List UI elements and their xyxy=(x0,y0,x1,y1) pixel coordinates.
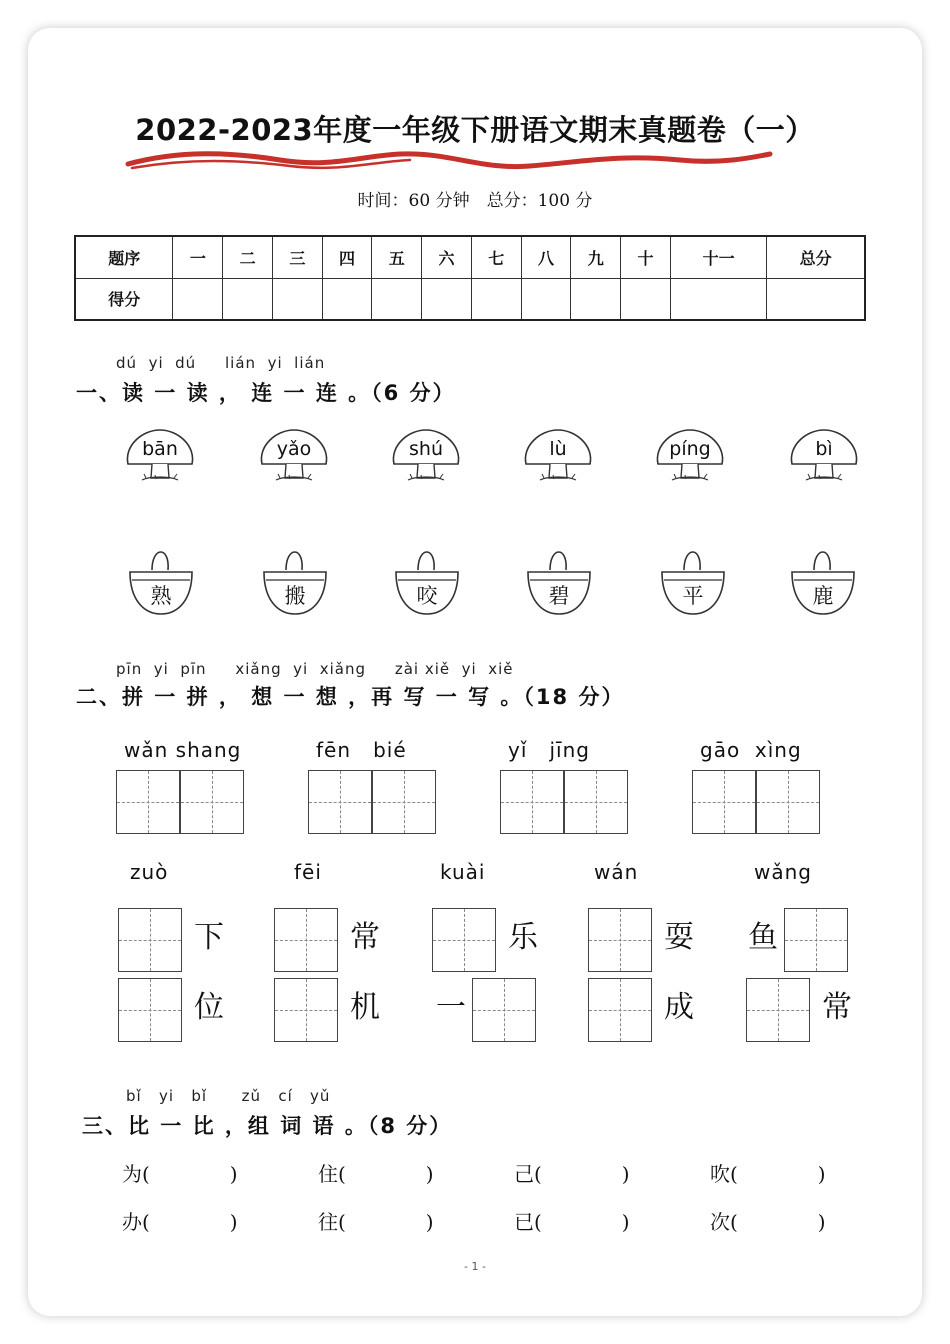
fill-pinyin: kuài xyxy=(440,860,486,884)
basket-character[interactable]: 搬 xyxy=(284,584,306,608)
score-cell[interactable] xyxy=(521,278,571,320)
word-blank[interactable]: 为( ) xyxy=(122,1162,238,1186)
mushroom-pinyin[interactable]: yǎo xyxy=(276,438,312,460)
given-character: 成 xyxy=(664,990,694,1025)
word-blank[interactable]: 次( ) xyxy=(710,1210,826,1234)
given-character: 耍 xyxy=(664,920,694,955)
section2-pinyin: pīn yi pīn xiǎng yi xiǎng zài xiě yi xiě xyxy=(116,660,514,678)
word-pinyin: wǎn shang xyxy=(124,738,242,762)
section1-pinyin: dú yi dú lián yi lián xyxy=(116,354,326,372)
writing-grid-cell[interactable] xyxy=(308,770,372,834)
given-character: 常 xyxy=(822,990,852,1025)
basket-character[interactable]: 咬 xyxy=(416,584,438,608)
writing-grid-cell[interactable] xyxy=(116,770,180,834)
word-blank[interactable]: 住( ) xyxy=(318,1162,434,1186)
word-pinyin: fēn bié xyxy=(316,738,407,762)
writing-grid-cell[interactable] xyxy=(500,770,564,834)
given-character: 机 xyxy=(350,990,380,1025)
given-character: 鱼 xyxy=(748,920,778,955)
mushroom-pinyin[interactable]: shú xyxy=(409,438,443,460)
score-cell[interactable] xyxy=(223,278,273,320)
section1-heading: 一、读 一 读 ， 连 一 连 。（6 分） xyxy=(76,381,456,405)
mushroom-pinyin[interactable]: lù xyxy=(549,438,567,460)
fill-grid-cell[interactable] xyxy=(118,978,182,1042)
score-cell[interactable] xyxy=(272,278,322,320)
score-cell[interactable] xyxy=(670,278,767,320)
fill-grid-cell[interactable] xyxy=(432,908,496,972)
score-cell[interactable] xyxy=(571,278,621,320)
given-character: 常 xyxy=(350,920,380,955)
score-header-cell: 一 xyxy=(173,236,223,278)
word-pinyin: yǐ jīng xyxy=(508,738,590,762)
score-header-cell: 九 xyxy=(571,236,621,278)
basket-character[interactable]: 熟 xyxy=(150,584,172,608)
score-row-label: 得分 xyxy=(75,278,173,320)
given-character: 位 xyxy=(194,990,224,1025)
writing-grid-cell[interactable] xyxy=(692,770,756,834)
writing-grid-cell[interactable] xyxy=(756,770,820,834)
given-character: 一 xyxy=(436,990,466,1025)
score-cell[interactable] xyxy=(621,278,671,320)
writing-grid-cell[interactable] xyxy=(180,770,244,834)
writing-grid-cell[interactable] xyxy=(564,770,628,834)
section3-pinyin: bǐ yi bǐ zǔ cí yǔ xyxy=(126,1087,331,1105)
fill-grid-cell[interactable] xyxy=(588,908,652,972)
word-blank[interactable]: 吹( ) xyxy=(710,1162,826,1186)
basket-character[interactable]: 鹿 xyxy=(812,584,834,608)
mushroom-pinyin[interactable]: bì xyxy=(815,438,833,460)
score-header-cell: 八 xyxy=(521,236,571,278)
mushroom-pinyin[interactable]: píng xyxy=(669,438,711,460)
given-character: 乐 xyxy=(508,920,538,955)
score-cell[interactable] xyxy=(422,278,472,320)
section2-heading: 二、拼 一 拼 ， 想 一 想 ，再 写 一 写 。（18 分） xyxy=(76,685,625,709)
score-header-cell: 四 xyxy=(322,236,372,278)
page-title: 2022-2023年度一年级下册语文期末真题卷（一） xyxy=(135,113,815,147)
fill-pinyin: fēi xyxy=(294,860,322,884)
fill-grid-cell[interactable] xyxy=(118,908,182,972)
writing-grid-cell[interactable] xyxy=(372,770,436,834)
red-wave-underline xyxy=(120,146,780,180)
mushroom-pinyin[interactable]: bān xyxy=(142,438,178,460)
fill-pinyin: zuò xyxy=(130,860,169,884)
word-blank[interactable]: 办( ) xyxy=(122,1210,238,1234)
score-header-cell: 总分 xyxy=(767,236,865,278)
fill-grid-cell[interactable] xyxy=(274,908,338,972)
fill-pinyin: wán xyxy=(594,860,639,884)
score-cell[interactable] xyxy=(322,278,372,320)
basket-character[interactable]: 平 xyxy=(682,584,704,608)
exam-time-score: 时间：60 分钟 总分：100 分 xyxy=(357,191,593,211)
section3-heading: 三、比 一 比 ，组 词 语 。（8 分） xyxy=(82,1114,453,1138)
basket-character[interactable]: 碧 xyxy=(548,584,570,608)
score-cell[interactable] xyxy=(471,278,521,320)
fill-grid-cell[interactable] xyxy=(746,978,810,1042)
word-blank[interactable]: 己( ) xyxy=(514,1162,630,1186)
fill-grid-cell[interactable] xyxy=(588,978,652,1042)
fill-grid-cell[interactable] xyxy=(784,908,848,972)
score-header-cell: 六 xyxy=(422,236,472,278)
score-header-cell: 十一 xyxy=(670,236,767,278)
score-header-cell: 七 xyxy=(471,236,521,278)
given-character: 下 xyxy=(194,920,224,955)
score-table xyxy=(74,235,866,321)
score-value-row xyxy=(75,278,865,320)
score-header-row xyxy=(75,236,865,278)
fill-grid-cell[interactable] xyxy=(274,978,338,1042)
word-blank[interactable]: 已( ) xyxy=(514,1210,630,1234)
score-header-cell: 题序 xyxy=(75,236,173,278)
score-cell[interactable] xyxy=(173,278,223,320)
word-pinyin: gāo xìng xyxy=(700,738,802,762)
score-header-cell: 三 xyxy=(272,236,322,278)
score-cell[interactable] xyxy=(372,278,422,320)
score-header-cell: 二 xyxy=(223,236,273,278)
page-number: - 1 - xyxy=(464,1260,486,1273)
score-header-cell: 十 xyxy=(621,236,671,278)
fill-pinyin: wǎng xyxy=(754,860,812,884)
fill-grid-cell[interactable] xyxy=(472,978,536,1042)
score-cell[interactable] xyxy=(767,278,865,320)
score-header-cell: 五 xyxy=(372,236,422,278)
word-blank[interactable]: 往( ) xyxy=(318,1210,434,1234)
